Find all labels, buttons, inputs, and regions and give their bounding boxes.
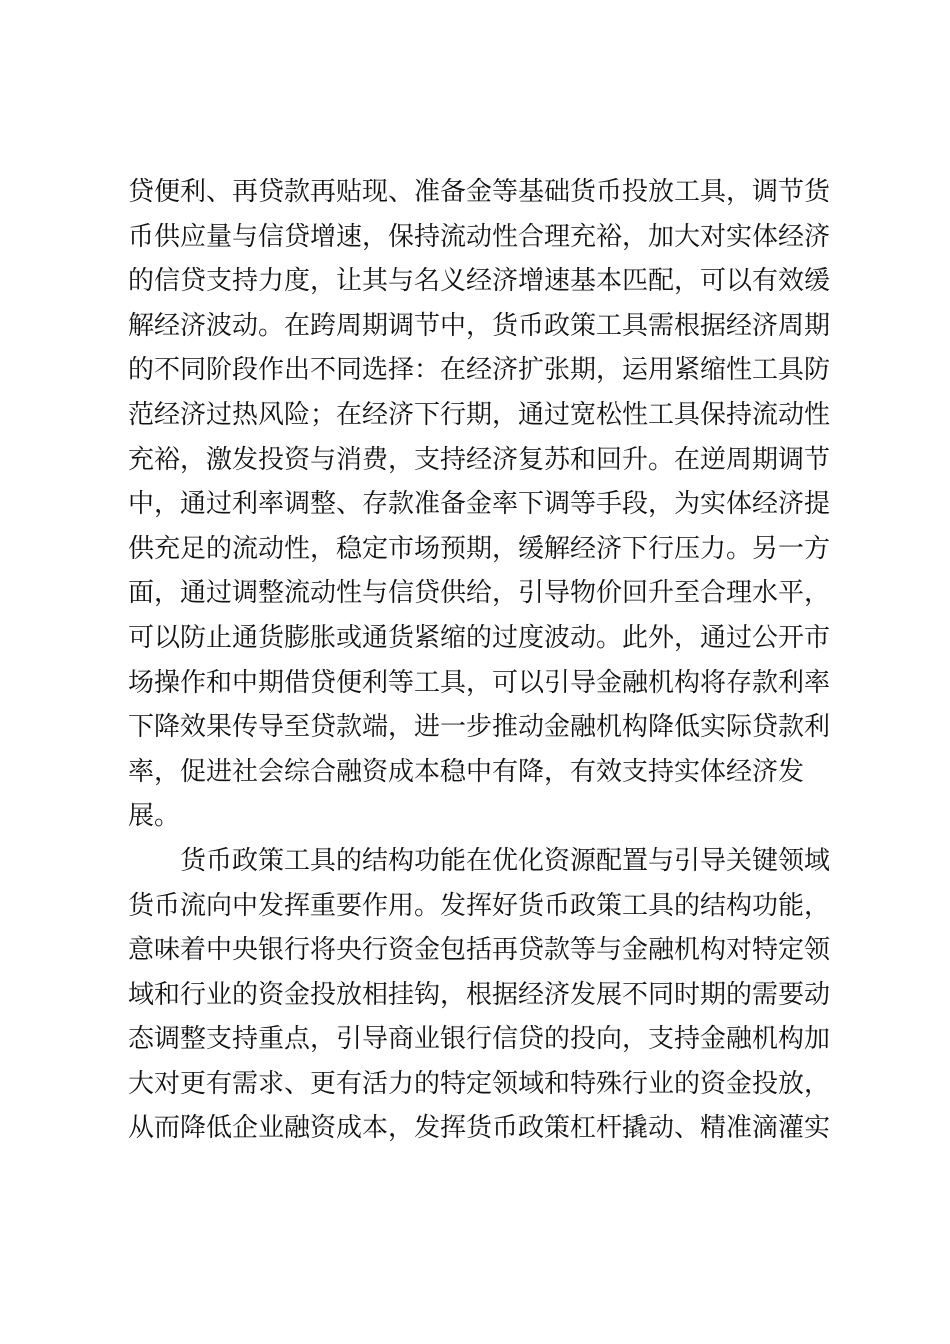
- text-line: 从而降低企业融资成本，发挥货币政策杠杆撬动、精准滴灌实: [128, 1113, 831, 1144]
- text-line-indented: 货币政策工具的结构功能在优化资源配置与引导关键领域: [180, 845, 831, 876]
- text-line: 面，通过调整流动性与信贷供给，引导物价回升至合理水平，: [128, 578, 831, 609]
- text-line: 可以防止通货膨胀或通货紧缩的过度波动。此外，通过公开市: [128, 622, 831, 653]
- text-line: 率，促进社会综合融资成本稳中有降，有效支持实体经济发: [128, 756, 805, 787]
- text-line: 解经济波动。在跨周期调节中，货币政策工具需根据经济周期: [128, 310, 831, 341]
- text-line: 贷便利、再贷款再贴现、准备金等基础货币投放工具，调节货: [128, 177, 831, 207]
- text-line: 意味着中央银行将央行资金包括再贷款等与金融机构对特定领: [128, 935, 831, 966]
- text-line: 充裕，激发投资与消费，支持经济复苏和回升。在逆周期调节: [128, 444, 831, 475]
- text-line: 中，通过利率调整、存款准备金率下调等手段，为实体经济提: [128, 489, 831, 520]
- text-line: 展。: [128, 801, 181, 832]
- paragraph-2: [128, 839, 831, 1151]
- text-line: 域和行业的资金投放相挂钩，根据经济发展不同时期的需要动: [128, 979, 831, 1010]
- text-line: 范经济过热风险；在经济下行期，通过宽松性工具保持流动性: [128, 399, 831, 430]
- text-line: 币供应量与信贷增速，保持流动性合理充裕，加大对实体经济: [128, 221, 831, 252]
- text-line: 下降效果传导至贷款端，进一步推动金融机构降低实际贷款利: [128, 712, 831, 743]
- text-line: 的信贷支持力度，让其与名义经济增速基本匹配，可以有效缓: [128, 266, 831, 297]
- text-line: 的不同阶段作出不同选择：在经济扩张期，运用紧缩性工具防: [128, 355, 831, 386]
- text-line: 场操作和中期借贷便利等工具，可以引导金融机构将存款利率: [128, 667, 831, 698]
- paragraph-1: [128, 170, 831, 839]
- text-line: 货币流向中发挥重要作用。发挥好货币政策工具的结构功能，: [128, 890, 831, 921]
- body-text: [128, 170, 831, 1151]
- text-line: 大对更有需求、更有活力的特定领域和特殊行业的资金投放，: [128, 1068, 831, 1099]
- text-line: 供充足的流动性，稳定市场预期，缓解经济下行压力。另一方: [128, 533, 831, 564]
- text-line: 态调整支持重点，引导商业银行信贷的投向，支持金融机构加: [128, 1024, 831, 1055]
